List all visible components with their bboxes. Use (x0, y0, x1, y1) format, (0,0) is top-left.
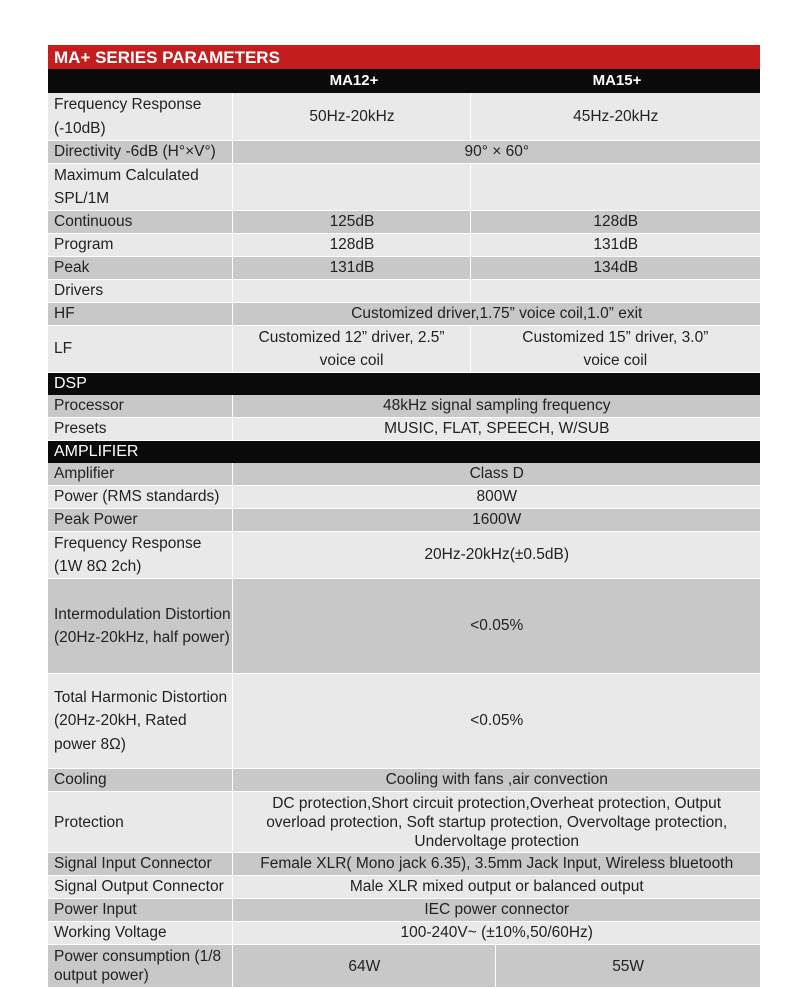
table-row (48, 579, 760, 674)
ma12-value: Customized 12” driver, 2.5” voice coil (233, 326, 470, 372)
row-label: Drivers (48, 280, 233, 302)
shared-value: Male XLR mixed output or balanced output (349, 878, 644, 896)
shared-value: Cooling with fans ,air convection (385, 771, 608, 789)
model-ma15-heading: MA15+ (592, 72, 642, 89)
ma12-value: 50Hz-20kHz (233, 93, 471, 140)
sheet-title: MA+ SERIES PARAMETERS (48, 45, 760, 69)
table-row (48, 899, 760, 922)
ma15-value: 55W (612, 957, 645, 975)
shared-value: MUSIC, FLAT, SPEECH, W/SUB (384, 420, 610, 438)
table-row (48, 395, 760, 418)
row-label: Working Voltage (48, 922, 233, 944)
ma15-value: 45Hz-20kHz (573, 107, 659, 125)
shared-value: <0.05% (470, 712, 524, 730)
shared-value: Customized driver,1.75” voice coil,1.0” exit (351, 305, 643, 323)
ma15-value: 131dB (593, 236, 639, 254)
row-label: Frequency Response (1W 8Ω 2ch) (48, 532, 233, 578)
table-row (48, 164, 760, 211)
row-label: Amplifier (48, 463, 233, 485)
row-label: Cooling (48, 769, 233, 791)
table-row (48, 463, 760, 486)
ma12-value: 64W (233, 945, 496, 987)
row-label: Maximum Calculated SPL/1M (48, 164, 233, 210)
row-label: Protection (48, 792, 233, 852)
table-row (48, 532, 760, 579)
row-label: Frequency Response (-10dB) (48, 93, 233, 140)
ma15-value: 128dB (593, 213, 639, 231)
ma12-value: 128dB (233, 234, 471, 256)
shared-value: IEC power connector (424, 901, 570, 919)
row-label: Peak (48, 257, 233, 279)
row-label: HF (48, 303, 233, 325)
shared-value: Class D (469, 465, 524, 483)
table-row (48, 876, 760, 899)
row-label: Signal Input Connector (48, 853, 233, 875)
row-label: Signal Output Connector (48, 876, 233, 898)
shared-value: 20Hz-20kHz(±0.5dB) (424, 546, 570, 564)
shared-value: 100-240V~ (±10%,50/60Hz) (400, 924, 593, 942)
table-row (48, 326, 760, 373)
table-row (48, 674, 760, 769)
shared-value: DC protection,Short circuit protection,Overheat protection, Output overload protection, Soft startup protection, Overvoltage protection, Undervoltage protection (266, 794, 728, 850)
table-row (48, 509, 760, 532)
row-label: Presets (48, 418, 233, 440)
row-label: Total Harmonic Distortion (20Hz-20kH, Rated power 8Ω) (48, 674, 233, 768)
ma12-value: 125dB (233, 211, 471, 233)
row-label: Peak Power (48, 509, 233, 531)
spec-sheet (48, 45, 760, 988)
table-row (48, 418, 760, 441)
row-label: Processor (48, 395, 233, 417)
table-row (48, 792, 760, 853)
model-header (48, 69, 760, 93)
shared-value: 1600W (472, 511, 522, 529)
row-label: Power consumption (1/8 output power) (48, 945, 233, 987)
row-label: Directivity -6dB (H°×V°) (48, 141, 233, 163)
shared-value: Female XLR( Mono jack 6.35), 3.5mm Jack Input, Wireless bluetooth (260, 855, 734, 873)
row-label: Continuous (48, 211, 233, 233)
table-row (48, 922, 760, 945)
ma12-value: 131dB (233, 257, 471, 279)
row-label: Intermodulation Distortion (20Hz-20kHz, half power) (48, 579, 233, 673)
shared-value: 48kHz signal sampling frequency (383, 397, 611, 415)
table-row (48, 280, 760, 303)
table-row (48, 257, 760, 280)
row-label: Power (RMS standards) (48, 486, 233, 508)
shared-value: 90° × 60° (464, 143, 530, 161)
table-row (48, 945, 760, 988)
shared-value: 800W (476, 488, 517, 506)
table-row (48, 769, 760, 792)
table-row (48, 211, 760, 234)
row-label: LF (48, 326, 233, 372)
table-row (48, 234, 760, 257)
row-label: Program (48, 234, 233, 256)
ma15-value: Customized 15” driver, 3.0” voice coil (522, 328, 709, 369)
section-amplifier: AMPLIFIER (48, 441, 760, 463)
model-ma12-heading: MA12+ (329, 72, 379, 89)
table-row (48, 486, 760, 509)
ma15-value: 134dB (593, 259, 639, 277)
shared-value: <0.05% (470, 617, 524, 635)
table-row (48, 141, 760, 164)
table-row (48, 303, 760, 326)
section-dsp: DSP (48, 373, 760, 395)
table-row (48, 853, 760, 876)
table-row (48, 93, 760, 141)
row-label: Power Input (48, 899, 233, 921)
